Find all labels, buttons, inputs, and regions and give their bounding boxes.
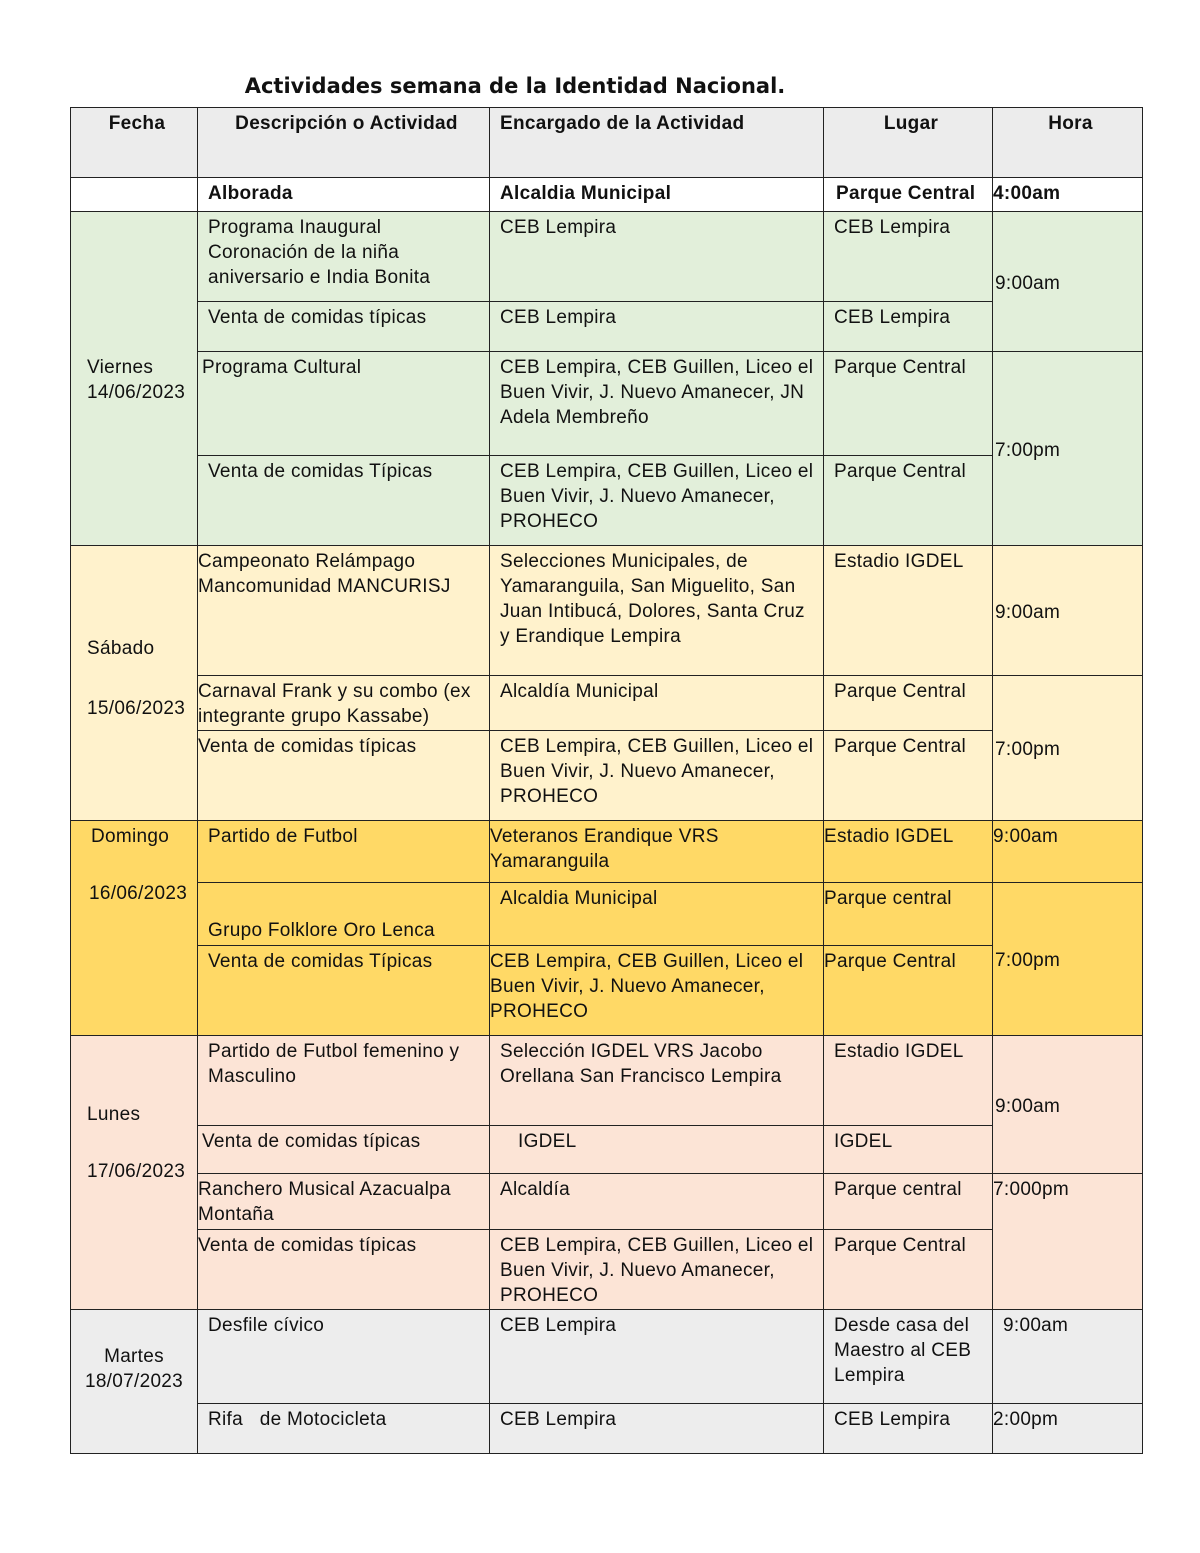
sabado-r1-encargado: Selecciones Municipales, de Yamaranguila, San Miguelito, San Juan Intibucá, Dolores, Santa Cruz y Erandique Lempira [490, 546, 824, 676]
domingo-r3-lugar: Parque Central [824, 946, 993, 1036]
table-row [71, 212, 1143, 302]
table-row [71, 1230, 1143, 1310]
lunes-r3-encargado: Alcaldía [490, 1174, 824, 1230]
sabado-r3-descripcion: Venta de comidas típicas [198, 731, 490, 821]
viernes-hora-2: 7:00pm [993, 352, 1143, 546]
domingo-r1-descripcion: Partido de Futbol [198, 821, 490, 883]
martes-r2-lugar: CEB Lempira [824, 1404, 993, 1454]
table-row [71, 821, 1143, 883]
domingo-r1-lugar: Estadio IGDEL [824, 821, 993, 883]
table-row [71, 676, 1143, 731]
header-fecha: Fecha [71, 108, 198, 178]
table-row [71, 731, 1143, 821]
alborada-hora: 4:00am [993, 178, 1143, 212]
lunes-r1-descripcion: Partido de Futbol femenino y Masculino [198, 1036, 490, 1126]
viernes-date-cell [71, 212, 198, 546]
table-row [71, 1036, 1143, 1126]
domingo-hora-1: 9:00am [993, 821, 1143, 883]
domingo-fecha: 16/06/2023 [89, 883, 188, 904]
header-lugar: Lugar [824, 108, 993, 178]
martes-hora-2: 2:00pm [993, 1404, 1143, 1454]
header-descripcion: Descripción o Actividad [198, 108, 490, 178]
domingo-r2-lugar: Parque central [824, 883, 993, 946]
table-row [71, 178, 1143, 212]
sabado-fecha: 15/06/2023 [87, 698, 186, 719]
lunes-r3-descripcion: Ranchero Musical Azacualpa Montaña [198, 1174, 490, 1230]
viernes-r2-descripcion: Venta de comidas típicas [198, 302, 490, 352]
table-row [71, 1404, 1143, 1454]
sabado-date-cell [71, 546, 198, 821]
table-row [71, 546, 1143, 676]
lunes-r2-lugar: IGDEL [824, 1126, 993, 1174]
activities-table [70, 107, 1143, 1454]
sabado-hora-1: 9:00am [993, 546, 1143, 676]
alborada-lugar: Parque Central [824, 178, 993, 212]
sabado-r2-descripcion: Carnaval Frank y su combo (ex integrante grupo Kassabe) [198, 676, 490, 731]
lunes-r1-lugar: Estadio IGDEL [824, 1036, 993, 1126]
sabado-r2-lugar: Parque Central [824, 676, 993, 731]
lunes-r1-encargado: Selección IGDEL VRS Jacobo Orellana San Francisco Lempira [490, 1036, 824, 1126]
table-row [71, 352, 1143, 456]
domingo-r3-encargado: CEB Lempira, CEB Guillen, Liceo el Buen Vivir, J. Nuevo Amanecer, PROHECO [490, 946, 824, 1036]
table-row [71, 1310, 1143, 1404]
sabado-r3-lugar: Parque Central [824, 731, 993, 821]
domingo-date-cell [71, 821, 198, 1036]
lunes-fecha: 17/06/2023 [87, 1161, 186, 1182]
viernes-r2-lugar: CEB Lempira [824, 302, 993, 352]
viernes-r1-encargado: CEB Lempira [490, 212, 824, 302]
domingo-r2-encargado: Alcaldia Municipal [490, 883, 824, 946]
domingo-hora-2: 7:00pm [993, 883, 1143, 1036]
martes-r2-encargado: CEB Lempira [490, 1404, 824, 1454]
sabado-hora-2: 7:00pm [993, 676, 1143, 821]
lunes-r2-encargado: IGDEL [490, 1126, 824, 1174]
lunes-r4-encargado: CEB Lempira, CEB Guillen, Liceo el Buen Vivir, J. Nuevo Amanecer, PROHECO [490, 1230, 824, 1310]
lunes-r4-descripcion: Venta de comidas típicas [198, 1230, 490, 1310]
domingo-r3-descripcion: Venta de comidas Típicas [198, 946, 490, 1036]
viernes-r3-encargado: CEB Lempira, CEB Guillen, Liceo el Buen Vivir, J. Nuevo Amanecer, JN Adela Membreño [490, 352, 824, 456]
martes-r1-encargado: CEB Lempira [490, 1310, 824, 1404]
sabado-dia: Sábado [87, 638, 155, 659]
martes-date-cell [71, 1310, 198, 1454]
table-header-row [71, 108, 1143, 178]
domingo-r1-encargado: Veteranos Erandique VRS Yamaranguila [490, 821, 824, 883]
sabado-r3-encargado: CEB Lempira, CEB Guillen, Liceo el Buen Vivir, J. Nuevo Amanecer, PROHECO [490, 731, 824, 821]
martes-r1-descripcion: Desfile cívico [198, 1310, 490, 1404]
page-title: Actividades semana de la Identidad Nacional. [244, 74, 786, 98]
viernes-r4-lugar: Parque Central [824, 456, 993, 546]
lunes-r4-lugar: Parque Central [824, 1230, 993, 1310]
lunes-hora-2: 7:000pm [993, 1174, 1143, 1310]
lunes-r3-lugar: Parque central [824, 1174, 993, 1230]
domingo-dia: Domingo [91, 826, 170, 847]
martes-dia: Martes [104, 1346, 164, 1367]
viernes-r4-encargado: CEB Lempira, CEB Guillen, Liceo el Buen Vivir, J. Nuevo Amanecer, PROHECO [490, 456, 824, 546]
martes-r1-lugar: Desde casa del Maestro al CEB Lempira [824, 1310, 993, 1404]
table-row [71, 883, 1143, 946]
table-row [71, 946, 1143, 1036]
lunes-date-cell [71, 1036, 198, 1310]
viernes-r3-descripcion: Programa Cultural [198, 352, 490, 456]
viernes-fecha: 14/06/2023 [87, 382, 186, 403]
alborada-descripcion: Alborada [198, 178, 490, 212]
table-row [71, 1126, 1143, 1174]
domingo-r2-descripcion: Grupo Folklore Oro Lenca [198, 883, 490, 946]
viernes-r2-encargado: CEB Lempira [490, 302, 824, 352]
header-encargado: Encargado de la Actividad [490, 108, 824, 178]
viernes-r1-descripcion: Programa Inaugural Coronación de la niña aniversario e India Bonita [198, 212, 490, 302]
alborada-encargado: Alcaldia Municipal [490, 178, 824, 212]
table-row [71, 1174, 1143, 1230]
martes-hora-1: 9:00am [993, 1310, 1143, 1404]
viernes-hora-1: 9:00am [993, 212, 1143, 352]
fecha-cell-empty [71, 178, 198, 212]
viernes-r3-lugar: Parque Central [824, 352, 993, 456]
viernes-dia: Viernes [87, 357, 154, 378]
sabado-r2-encargado: Alcaldía Municipal [490, 676, 824, 731]
lunes-r2-descripcion: Venta de comidas típicas [198, 1126, 490, 1174]
martes-fecha: 18/07/2023 [84, 1371, 184, 1392]
viernes-r1-lugar: CEB Lempira [824, 212, 993, 302]
sabado-r1-lugar: Estadio IGDEL [824, 546, 993, 676]
lunes-hora-1: 9:00am [993, 1036, 1143, 1174]
table-row [71, 456, 1143, 546]
lunes-dia: Lunes [87, 1104, 141, 1125]
viernes-r4-descripcion: Venta de comidas Típicas [198, 456, 490, 546]
header-hora: Hora [993, 108, 1143, 178]
sabado-r1-descripcion: Campeonato Relámpago Mancomunidad MANCURISJ [198, 546, 490, 676]
table-row [71, 302, 1143, 352]
martes-r2-descripcion: Rifa de Motocicleta [198, 1404, 490, 1454]
